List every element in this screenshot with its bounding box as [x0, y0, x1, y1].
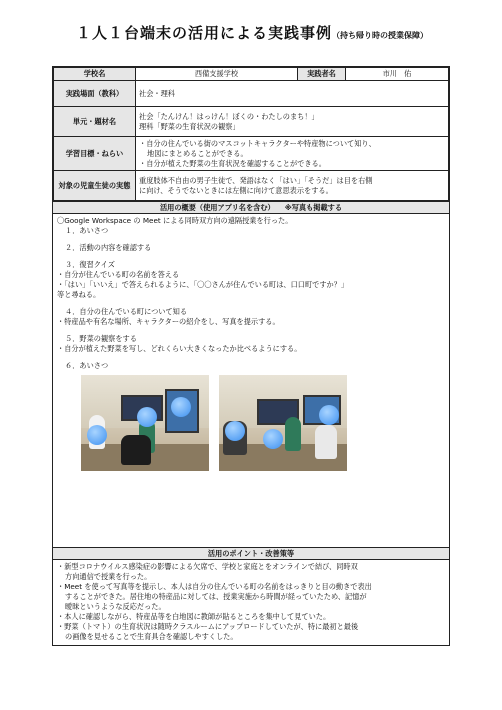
target-line: 重度肢体不自由の男子生徒で、発語はなく「はい」「そうだ」は目を右側: [139, 175, 373, 185]
target-label: 対象の児童生徒の実態: [54, 171, 136, 201]
overview-body: [53, 214, 449, 547]
points-line: ・新型コロナウイルス感染症の影響による欠席で、学校と家庭とをオンラインで結び、同時双: [57, 562, 358, 571]
overview-header: [53, 201, 449, 214]
classroom-photo-2: [219, 375, 347, 471]
title-sub: （持ち帰り時の授業保障）: [332, 31, 428, 40]
unit-label: 単元・題材名: [54, 107, 136, 137]
goal-label: 学習目標・ねらい: [54, 137, 136, 171]
goal-line: ・自分が植えた野菜の生育状況を確認することができる。: [139, 158, 326, 168]
overview-header-note: ※写真も掲載する: [284, 203, 343, 212]
privacy-face-icon: [87, 425, 107, 445]
meta-table: [53, 67, 449, 201]
points-line: 曖昧というような反応だった。: [65, 602, 166, 611]
person-value: 市川 佑: [346, 68, 449, 81]
target-line: に向け、そうでないときには左側に向けて意思表示をする。: [139, 185, 333, 195]
privacy-face-icon: [225, 421, 245, 441]
step-5: ５．野菜の観察をする: [65, 334, 137, 343]
step-4: ４．自分の住んでいる町について知る: [65, 307, 188, 316]
points-line: 方向通信で授業を行った。: [65, 572, 152, 581]
goal-value: [136, 137, 449, 171]
step-3-line: 等と尋ねる。: [57, 290, 101, 299]
unit-line: 理科「野菜の生育状況の観察」: [139, 121, 240, 131]
step-1: １．あいさつ: [65, 226, 109, 235]
points-line: ・野菜（トマト）の生育状況は随時クラスルームにアップロードしていたが、特に最初と最後: [57, 622, 359, 631]
step-6: ６．あいさつ: [65, 361, 109, 370]
step-4-line: ・特産品や有名な場所、キャラクターの紹介をし、写真を提示する。: [57, 317, 280, 326]
target-value: [136, 171, 449, 201]
unit-line: 社会「たんけん！はっけん！ぼくの・わたしのまち！」: [139, 111, 319, 121]
page-title: [52, 22, 452, 43]
points-line: ・Meet を使って写真等を提示し、本人は自分の住んでいる町の名前をはっきりと目の動きで表出: [57, 582, 372, 591]
privacy-face-icon: [171, 397, 191, 417]
school-label: 学校名: [54, 68, 136, 81]
privacy-face-icon: [319, 405, 339, 425]
school-value: 西備支援学校: [136, 68, 298, 81]
record-sheet: [52, 66, 450, 646]
points-line: ・本人に確認しながら、特産品等を白地図に教師が貼るところを集中して見ていた。: [57, 612, 331, 621]
step-5-line: ・自分が植えた野菜を写し、どれくらい大きくなったか比べるようにする。: [57, 344, 302, 353]
goal-line: ・自分の住んでいる街のマスコットキャラクターや特産物について知り、: [139, 138, 376, 148]
unit-value: [136, 107, 449, 137]
points-line: の画像を見せることで生育具合を確認しやすくした。: [65, 632, 238, 641]
points-body: [53, 560, 449, 645]
goal-line: 地図にまとめることができる。: [147, 148, 248, 158]
scene-value: 社会・理科: [136, 81, 449, 107]
title-main: １人１台端末の活用による実践事例: [75, 24, 332, 42]
overview-header-text: 活用の概要（使用アプリ名を含む）: [159, 203, 275, 212]
step-3-line: ・自分が住んでいる町の名前を答える: [57, 270, 180, 279]
overview-intro: 〇Google Workspace の Meet による同時双方向の遠隔授業を行った。: [57, 216, 293, 225]
points-line: することができた。居住地の特産品に対しては、授業実施から時間が経っていたため、記憶が: [65, 592, 367, 601]
person-label: 実践者名: [298, 68, 346, 81]
classroom-photo-1: [81, 375, 209, 471]
scene-label: 実践場面（教科）: [54, 81, 136, 107]
step-2: ２．活動の内容を確認する: [65, 243, 152, 252]
privacy-face-icon: [263, 429, 283, 449]
step-3-line: ・「はい」「いいえ」で答えられるように、「〇〇さんが住んでいる町は、口口町ですか？」: [57, 280, 349, 289]
privacy-face-icon: [137, 407, 157, 427]
step-3: ３．復習クイズ: [65, 260, 115, 269]
photo-row: [81, 375, 445, 471]
points-header: 活用のポイント・改善策等: [53, 547, 449, 560]
